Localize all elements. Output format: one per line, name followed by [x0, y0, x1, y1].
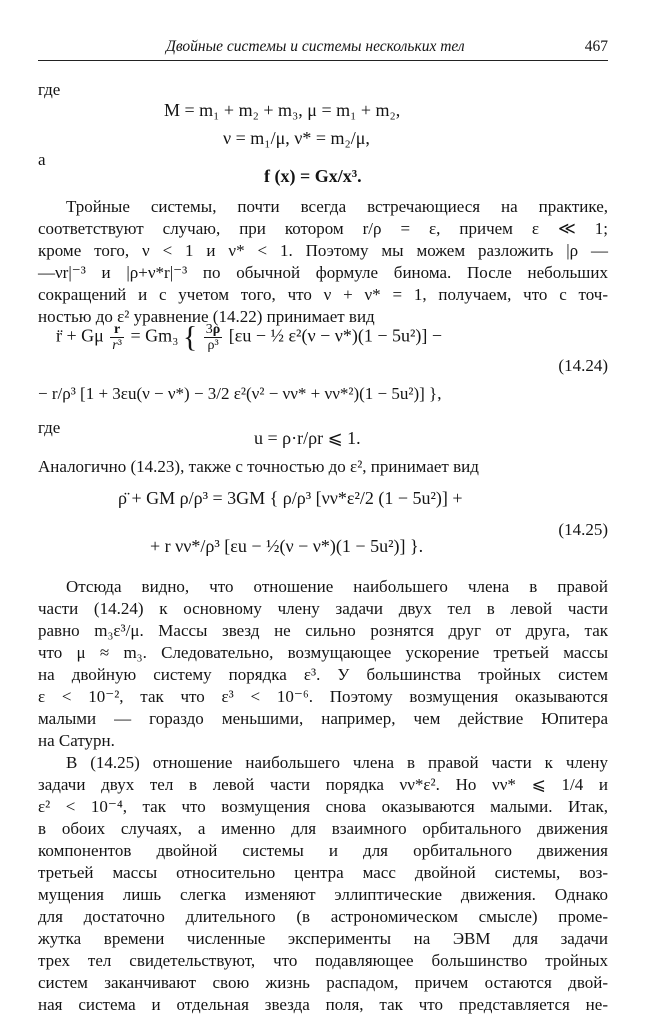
text-line: в обоих случаях, а именно для взаимного орбитального движения [38, 819, 608, 838]
text-line: ная система и отдельная звезда поля, так что представляется не- [38, 995, 608, 1014]
equation-u: u = ρ·r/ρr ⩽ 1. [254, 428, 361, 448]
text-line: кроме того, ν < 1 и ν* < 1. Поэтому мы можем разложить |ρ — [38, 241, 608, 260]
paragraph-ratio [38, 576, 608, 752]
fraction-3rho-rho3: $\frac{3\rho}{\text{ρ³}}$ [205, 322, 221, 353]
text-line: ε² < 10⁻⁴, так что возмущения снова оказываются малыми. Итак, [38, 797, 608, 816]
text-line: равно m₃ε³/μ. Массы звезд не сильно рознятся друг от друга, так [38, 621, 608, 640]
text-line: ностью до ε² уравнение (14.22) принимает вид [38, 307, 375, 326]
text-line: сокращений и с учетом того, что ν + ν* = 1, получаем, что с точ- [38, 285, 608, 304]
text-line: трех тел свидетельствуют, что подавляющее большинство тройных [38, 951, 608, 970]
text-line: задачи двух тел в левой части порядка νν*ε². Но νν* ⩽ 1/4 и [38, 775, 608, 794]
eq-rest: [εu − ½ ε²(ν − ν*)(1 − 5u²)] − [228, 325, 443, 346]
header-title: Двойные системы и системы нескольких тел [166, 38, 465, 55]
text-line: для достаточно длительного (в астрономическом смысле) проме- [38, 907, 608, 926]
text-line: ε < 10⁻², так что ε³ < 10⁻⁶. Поэтому возмущения оказываются [38, 687, 608, 706]
equation-14-25-line1: ρ̈ + GM ρ/ρ³ = 3GM { ρ/ρ³ [νν*ε²/2 (1 − 5u²)] + [118, 488, 463, 508]
text-line: соответствуют случаю, при котором r/ρ = ε, причем ε ≪ 1; [38, 219, 608, 238]
text-line: части (14.24) к основному члену задачи двух тел в левой части [38, 599, 608, 618]
label-where-2: где [38, 418, 61, 437]
text-line: В (14.25) отношение наибольшего члена в правой части к члену [66, 753, 608, 772]
paragraph-analogously [38, 456, 608, 478]
equation-number-14-24: (14.24) [558, 356, 608, 375]
fraction-r-r3: $\frac{r}{\text{r³}}$ [112, 322, 122, 353]
text-line: мущения лишь слегка изменяют эллиптические движения. Однако [38, 885, 608, 904]
text-line: Тройные системы, почти всегда встречающиеся на практике, [66, 197, 608, 216]
text-line: систем заканчивают свою жизнь распадом, причем остаются двой- [38, 973, 608, 992]
label-and: а [38, 150, 46, 169]
running-header [38, 36, 608, 61]
text-line: —νr|⁻³ и |ρ+ν*r|⁻³ по обычной формуле бинома. После небольших [38, 263, 608, 282]
text-line: жутка времени численные эксперименты на ЭВМ для задачи [38, 929, 608, 948]
equation-number-14-25: (14.25) [558, 520, 608, 539]
eq-mid: = Gm₃ [130, 325, 179, 346]
label-where: где [38, 80, 61, 99]
eq-lhs: r̈ + Gμ [56, 325, 104, 346]
text-line: малыми — гораздо меньшими, например, чем действие Юпитера [38, 709, 608, 728]
text-line: Аналогично (14.23), также с точностью до ε², принимает вид [38, 457, 479, 476]
equation-14-24-line2: − r/ρ³ [1 + 3εu(ν − ν*) − 3/2 ε²(ν² − νν* + νν*²)(1 − 5u²)] }, [38, 384, 442, 403]
equation-mass-ratios: ν = m₁/μ, ν* = m₂/μ, [223, 128, 370, 148]
equation-14-25-line2: + r νν*/ρ³ [εu − ½(ν − ν*)(1 − 5u²)] }. [150, 536, 424, 556]
equation-14-24-line1: r̈ + Gμ $\frac{r}{\text{r³}}$ = Gm₃ { $\frac{3\rho}{\text{ρ³}}$ [εu − ½ ε²(ν − ν*)(1 − 5u²)] − [56, 320, 443, 354]
text-line: на двойную систему порядка ε³. У большинства тройных систем [38, 665, 608, 684]
text-line: на Сатурн. [38, 731, 115, 750]
equation-masses: M = m₁ + m₂ + m₃, μ = m₁ + m₂, [164, 100, 401, 120]
text-line: третьей массы относительно центра масс двойной системы, воз- [38, 863, 608, 882]
text-line: Отсюда видно, что отношение наибольшего члена в правой [66, 577, 608, 596]
text-line: что μ ≈ m₃. Следовательно, возмущающее ускорение третьей массы [38, 643, 608, 662]
paragraph-1425-ratio [38, 752, 608, 1016]
text-line: компонентов двойной системы и для орбитального движения [38, 841, 608, 860]
paragraph-triple-systems [38, 196, 608, 328]
page-number: 467 [584, 38, 608, 55]
equation-f: f (x) = Gx/x³. [264, 166, 362, 186]
page [38, 36, 608, 1014]
